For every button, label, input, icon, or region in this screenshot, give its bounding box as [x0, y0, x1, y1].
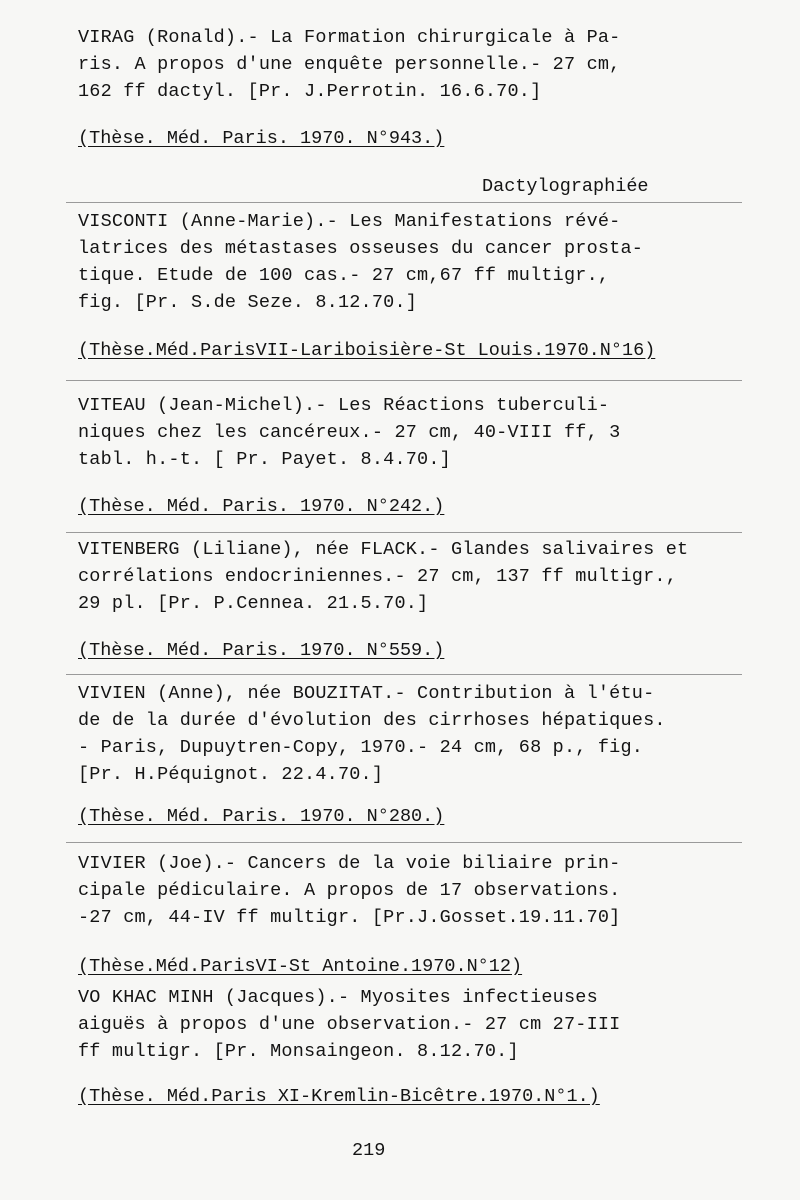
entry-line: VIRAG (Ronald).- La Formation chirurgicale à Pa- [78, 27, 621, 48]
entry-line: VO KHAC MINH (Jacques).- Myosites infectieuses [78, 987, 598, 1008]
entry-line: ris. A propos d'une enquête personnelle.- 27 cm, [78, 54, 621, 75]
entry-line: corrélations endocriniennes.- 27 cm, 137 ff multigr., [78, 566, 677, 587]
entry-line: latrices des métastases osseuses du cancer prosta- [78, 238, 644, 259]
entry-line: - Paris, Dupuytren-Copy, 1970.- 24 cm, 68 p., fig. [78, 737, 644, 758]
entry-line: VITEAU (Jean-Michel).- Les Réactions tuberculi- [78, 395, 610, 416]
dactylographiee-note: Dactylographiée [482, 176, 649, 197]
entry-visconti [78, 208, 748, 316]
entry-line: 162 ff dactyl. [Pr. J.Perrotin. 16.6.70.] [78, 81, 542, 102]
thesis-reference: (Thèse.Méd.ParisVI-St Antoine.1970.N°12) [78, 956, 523, 977]
separator-rule [66, 380, 742, 381]
entry-vo-khac-minh [78, 984, 748, 1065]
entry-viteau [78, 392, 748, 473]
entry-line: VIVIEN (Anne), née BOUZITAT.- Contribution à l'étu- [78, 683, 655, 704]
entry-line: fig. [Pr. S.de Seze. 8.12.70.] [78, 292, 418, 313]
entry-line: [Pr. H.Péquignot. 22.4.70.] [78, 764, 384, 785]
entry-vivier [78, 850, 748, 931]
entry-line: tique. Etude de 100 cas.- 27 cm,67 ff multigr., [78, 265, 610, 286]
entry-line: 29 pl. [Pr. P.Cennea. 21.5.70.] [78, 593, 429, 614]
entry-line: tabl. h.-t. [ Pr. Payet. 8.4.70.] [78, 449, 451, 470]
entry-line: VITENBERG (Liliane), née FLACK.- Glandes salivaires et [78, 539, 689, 560]
entry-line: VIVIER (Joe).- Cancers de la voie biliaire prin- [78, 853, 621, 874]
entry-vivien [78, 680, 748, 788]
thesis-reference: (Thèse. Méd. Paris. 1970. N°943.) [78, 128, 445, 149]
entry-vitenberg [78, 536, 748, 617]
page-number: 219 [352, 1140, 386, 1161]
entry-line: de de la durée d'évolution des cirrhoses hépatiques. [78, 710, 666, 731]
entry-line: aiguës à propos d'une observation.- 27 cm 27-III [78, 1014, 621, 1035]
thesis-reference: (Thèse. Méd. Paris. 1970. N°559.) [78, 640, 445, 661]
entry-virag [78, 24, 748, 105]
entry-line: -27 cm, 44-IV ff multigr. [Pr.J.Gosset.19.11.70] [78, 907, 621, 928]
entry-line: niques chez les cancéreux.- 27 cm, 40-VIII ff, 3 [78, 422, 621, 443]
separator-rule [66, 674, 742, 675]
entry-line: ff multigr. [Pr. Monsaingeon. 8.12.70.] [78, 1041, 519, 1062]
separator-rule [66, 842, 742, 843]
entry-line: VISCONTI (Anne-Marie).- Les Manifestations révé- [78, 211, 621, 232]
thesis-reference: (Thèse. Méd. Paris. 1970. N°242.) [78, 496, 445, 517]
entry-line: cipale pédiculaire. A propos de 17 observations. [78, 880, 621, 901]
thesis-reference: (Thèse. Méd.Paris XI-Kremlin-Bicêtre.1970.N°1.) [78, 1086, 600, 1107]
separator-rule [66, 532, 742, 533]
thesis-reference: (Thèse.Méd.ParisVII-Lariboisière-St Louis.1970.N°16) [78, 340, 656, 361]
separator-rule [66, 202, 742, 203]
thesis-reference: (Thèse. Méd. Paris. 1970. N°280.) [78, 806, 445, 827]
